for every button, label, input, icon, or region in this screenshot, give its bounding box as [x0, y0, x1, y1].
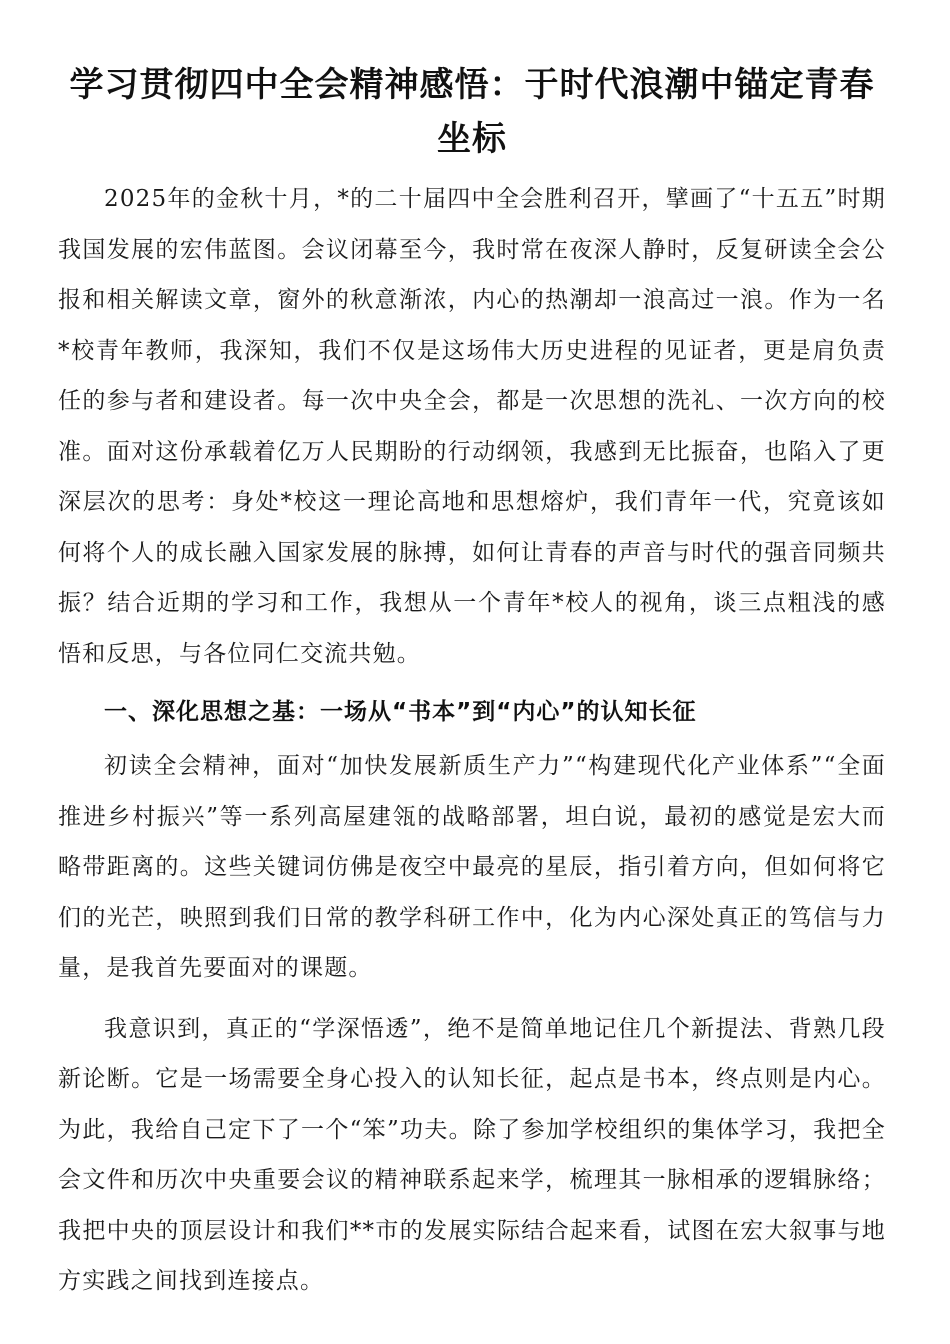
section-heading-1: 一、深化思想之基：一场从“书本”到“内心”的认知长征 — [104, 699, 697, 725]
intro-paragraph: 2025年的金秋十月，*的二十届四中全会胜利召开，擘画了“十五五”时期我国发展的宏伟蓝图。会议闭幕至今，我时常在夜深人静时，反复研读全会公报和相关解读文章，窗外的秋意渐浓，内心的热潮却一浪高过一浪。作为一名*校青年教师，我深知，我们不仅是这场伟大历史进程的见证者，更是肩负责任的参与者和建设者。每一次中央全会，都是一次思想的洗礼、一次方向的校准。面对这份承载着亿万人民期盼的行动纲领，我感到无比振奋，也陷入了更深层次的思考：身处*校这一理论高地和思想熔炉，我们青年一代，究竟该如何将个人的成长融入国家发展的脉搏，如何让青春的声音与时代的强音同频共振？结合近期的学习和工作，我想从一个青年*校人的视角，谈三点粗浅的感悟和反思，与各位同仁交流共勉。 — [58, 186, 886, 667]
body-paragraph-2: 我意识到，真正的“学深悟透”，绝不是简单地记住几个新提法、背熟几段新论断。它是一场需要全身心投入的认知长征，起点是书本，终点则是内心。为此，我给自己定下了一个“笨”功夫。除了参加学校组织的集体学习，我把全会文件和历次中央重要会议的精神联系起来学，梳理其一脉相承的逻辑脉络；我把中央的顶层设计和我们**市的发展实际结合起来看，试图在宏大叙事与地方实践之间找到连接点。 — [58, 1015, 886, 1294]
body-paragraph-1: 初读全会精神，面对“加快发展新质生产力”“构建现代化产业体系”“全面推进乡村振兴”等一系列高屋建瓴的战略部署，坦白说，最初的感觉是宏大而略带距离的。这些关键词仿佛是夜空中最亮的星辰，指引着方向，但如何将它们的光芒，映照到我们日常的教学科研工作中，化为内心深处真正的笃信与力量，是我首先要面对的课题。 — [58, 753, 886, 981]
document-title: 学习贯彻四中全会精神感悟：于时代浪潮中锚定青春坐标 — [69, 65, 875, 159]
